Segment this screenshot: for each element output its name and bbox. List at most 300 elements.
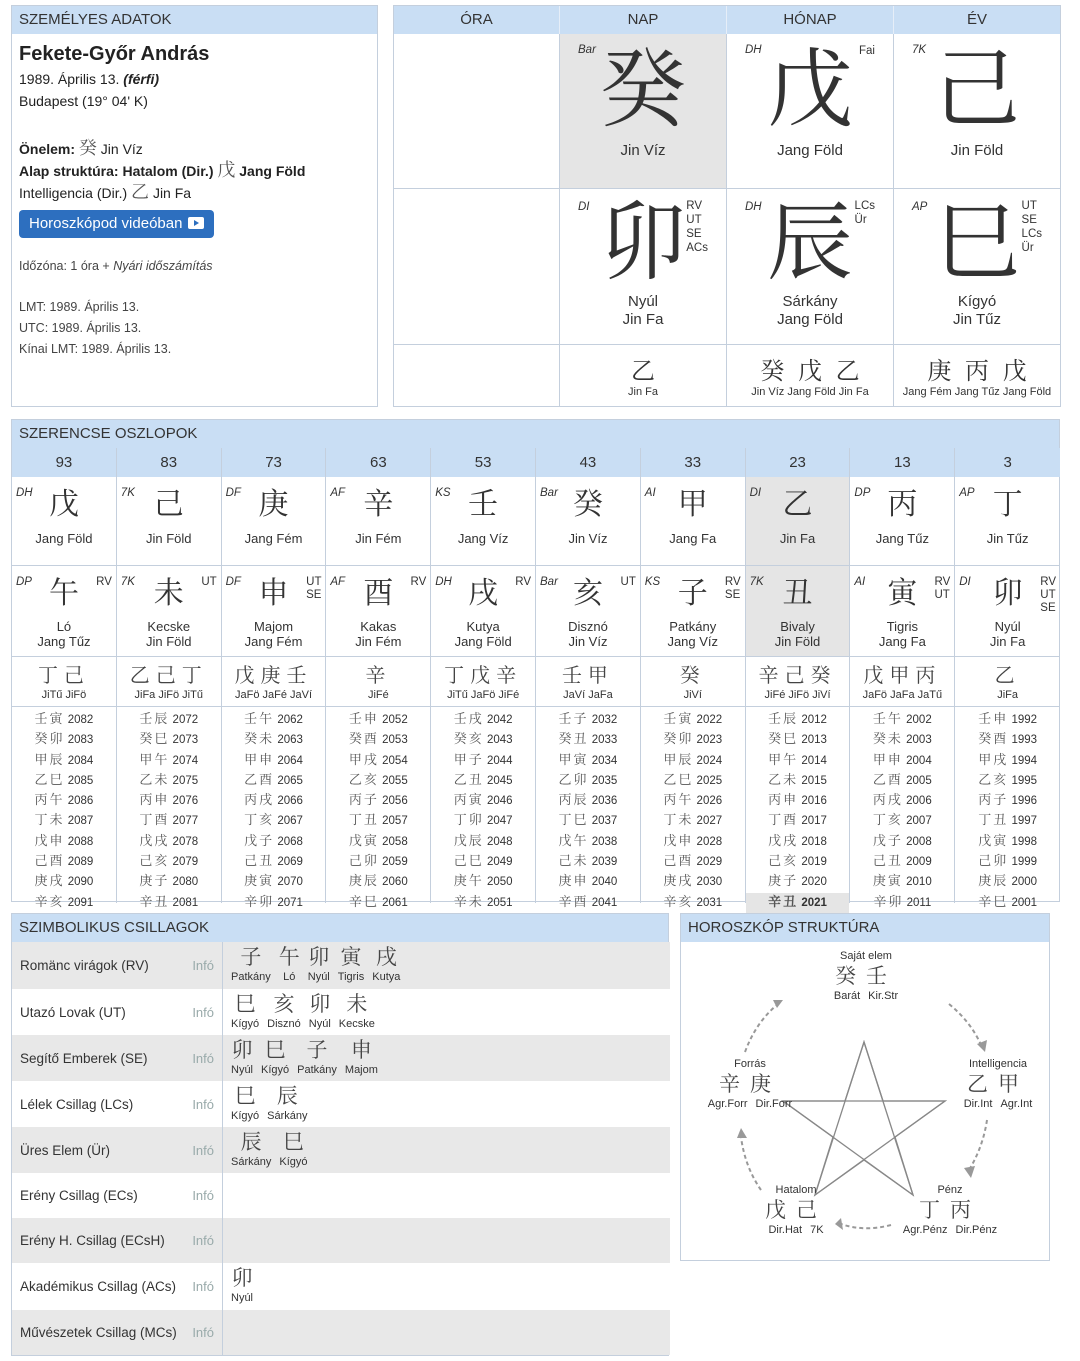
- year-chars: 辛丑: [139, 894, 170, 910]
- pillar-headers: [394, 6, 1060, 34]
- year-number: 2020: [801, 876, 827, 889]
- star-branch: [267, 991, 301, 1030]
- branch-tag: DH: [745, 201, 762, 213]
- luck-stem-char: 丁: [992, 487, 1023, 522]
- luck-years: [746, 707, 850, 913]
- luck-branch-element: Jin Víz: [568, 634, 608, 649]
- year-chars: 甲戌: [348, 752, 379, 768]
- year-chars: 戊戌: [768, 833, 799, 849]
- year-chars: 戊午: [558, 833, 589, 849]
- year-number: 2068: [277, 835, 303, 848]
- year-chars: 辛酉: [558, 894, 589, 910]
- year-row: [641, 893, 745, 913]
- year-row: [641, 852, 745, 872]
- star-branch-name: Sárkány: [267, 1110, 308, 1122]
- year-number: 2049: [486, 856, 513, 869]
- luck-branch-cell: [326, 566, 430, 657]
- luck-branch-char: 子: [677, 576, 708, 611]
- year-chars: 辛巳: [978, 894, 1009, 910]
- year-row: [12, 872, 116, 892]
- luck-hidden-chars: 乙: [994, 663, 1021, 687]
- year-row: [641, 791, 745, 811]
- luck-stem-name: Jin Föld: [145, 531, 192, 546]
- year-chars: 壬辰: [139, 712, 170, 727]
- year-number: 2059: [382, 856, 408, 869]
- year-chars: 辛卯: [873, 894, 904, 910]
- year-number: 2024: [696, 754, 723, 767]
- info-link[interactable]: Infó: [192, 1279, 214, 1294]
- star-branch-char: 卯: [231, 1038, 253, 1062]
- year-number: 2058: [382, 835, 408, 848]
- star-branch: [279, 944, 300, 983]
- year-number: 2081: [172, 896, 199, 909]
- year-number: 2089: [67, 856, 94, 869]
- year-chars: 癸未: [244, 732, 275, 748]
- year-chars: 辛亥: [663, 894, 694, 910]
- year-chars: 庚戌: [34, 874, 65, 890]
- year-chars: 辛亥: [34, 894, 65, 910]
- luck-column: [955, 448, 1060, 910]
- branch-element: Jin Fa: [622, 311, 664, 328]
- year-chars: 己酉: [34, 854, 65, 870]
- star-label-cell: [12, 1310, 223, 1355]
- year-chars: 乙卯: [558, 772, 589, 788]
- luck-column: [431, 448, 536, 910]
- year-row: [117, 751, 221, 771]
- star-branch-name: Sárkány: [231, 1156, 272, 1168]
- star-branch: [339, 991, 375, 1030]
- star-row: [12, 1081, 670, 1127]
- year-number: 2021: [801, 896, 827, 909]
- node-label: Dir.Pénz: [955, 1224, 998, 1236]
- luck-hidden-cell: [117, 657, 221, 707]
- intel-char: 乙: [131, 182, 150, 203]
- year-row: [12, 832, 116, 852]
- star-branch-name: Nyúl: [231, 1292, 254, 1304]
- branch-tag: DI: [578, 201, 590, 213]
- star-branch-name: Majom: [344, 1064, 378, 1076]
- pentagram: [783, 1042, 945, 1195]
- node-label: Kir.Str: [868, 990, 899, 1002]
- luck-hidden-labels: JiTű JiFö: [41, 689, 87, 701]
- year-chars: 庚寅: [872, 874, 903, 890]
- year-number: 2078: [172, 835, 199, 848]
- luck-stem-cell: [536, 477, 640, 566]
- luck-stem-cell: [850, 477, 954, 566]
- luck-branch-cell: [641, 566, 745, 657]
- year-row: [641, 771, 745, 791]
- luck-branch-animal: Bivaly: [780, 619, 815, 634]
- year-chars: 丙寅: [453, 793, 484, 809]
- base-char: 戊: [217, 160, 236, 181]
- year-row: [326, 791, 430, 811]
- luck-stem-name: Jang Föld: [35, 531, 93, 546]
- year-number: 2022: [696, 714, 723, 726]
- luck-stem-char: 癸: [572, 487, 603, 522]
- star-branch-name: Kígyó: [279, 1156, 308, 1168]
- dst: Nyári időszámítás: [113, 259, 213, 273]
- year-chars: 辛丑: [768, 894, 799, 910]
- luck-branch-tag: DI: [959, 576, 971, 588]
- year-number: 2080: [172, 876, 199, 889]
- star-branch: [308, 944, 330, 983]
- node-label: 7K: [810, 1224, 824, 1236]
- year-row: [641, 751, 745, 771]
- luck-stem-name: Jang Tűz: [875, 531, 929, 546]
- year-number: 2028: [696, 835, 723, 848]
- video-horoscope-button[interactable]: [19, 210, 214, 238]
- luck-branch-animal: Majom: [254, 619, 294, 634]
- personal-data-panel: [11, 5, 378, 407]
- luck-column: [746, 448, 851, 910]
- year-chars: 丙午: [663, 793, 694, 809]
- luck-stem-tag: 7K: [120, 487, 135, 499]
- structure-node-money: [895, 1184, 1005, 1236]
- chinese-lmt: Kínai LMT: 1989. Április 13.: [19, 342, 172, 356]
- node-title: Intelligencia: [968, 1058, 1028, 1070]
- info-link[interactable]: Infó: [192, 958, 214, 973]
- year-row: [326, 832, 430, 852]
- luck-hidden-cell: [12, 657, 116, 707]
- year-chars: 丙午: [34, 793, 65, 809]
- luck-age: 83: [117, 448, 221, 477]
- luck-age: 63: [326, 448, 430, 477]
- year-row: [536, 832, 640, 852]
- luck-column: [117, 448, 222, 910]
- year-row: [746, 872, 850, 892]
- luck-branch-cell: [117, 566, 221, 657]
- year-chars: 丙戌: [872, 793, 903, 809]
- luck-branch-cell: [12, 566, 116, 657]
- luck-branch-cell: [431, 566, 535, 657]
- year-number: 2044: [486, 754, 513, 767]
- stem-name: Jang Föld: [777, 142, 843, 159]
- year-number: 2065: [277, 774, 303, 787]
- luck-branch-rtag: RV UT SE: [1040, 576, 1057, 614]
- star-row: [12, 1263, 670, 1310]
- header-honap: HÓNAP: [727, 6, 894, 34]
- luck-stem-char: 壬: [468, 487, 499, 522]
- luck-branch-rtag: RV: [410, 576, 427, 588]
- year-chars: 甲申: [244, 752, 275, 768]
- year-number: 2027: [696, 815, 723, 828]
- year-row: [746, 730, 850, 750]
- year-chars: 戊辰: [453, 833, 484, 849]
- info-link[interactable]: Infó: [192, 1050, 214, 1066]
- luck-stem-tag: AF: [330, 487, 346, 499]
- year-row: [222, 811, 326, 831]
- year-chars: 己亥: [139, 854, 170, 870]
- star-branch-char: 午: [278, 945, 300, 969]
- year-row: [641, 872, 745, 892]
- luck-stem-cell: [641, 477, 745, 566]
- year-row: [12, 852, 116, 872]
- luck-stem-name: Jin Tűz: [986, 531, 1029, 546]
- year-chars: 甲戌: [978, 752, 1009, 768]
- star-branch: [231, 1037, 253, 1076]
- year-row: [955, 893, 1060, 913]
- year-row: [12, 771, 116, 791]
- luck-branch-char: 午: [48, 576, 79, 611]
- year-number: 2071: [277, 896, 303, 909]
- luck-branch-cell: [746, 566, 850, 657]
- luck-branch-tag: KS: [644, 576, 661, 588]
- year-row: [431, 832, 535, 852]
- year-chars: 庚子: [139, 874, 170, 890]
- node-label: Agr.Forr: [707, 1098, 748, 1110]
- stem-name: Jin Víz: [620, 142, 666, 159]
- star-values: [223, 1127, 308, 1173]
- stem-name: Jin Föld: [950, 142, 1004, 159]
- luck-branch-rtag: UT SE: [306, 576, 322, 601]
- star-branch: [231, 1083, 259, 1122]
- year-row: [850, 730, 954, 750]
- year-chars: 甲辰: [663, 752, 694, 768]
- year-row: [536, 872, 640, 892]
- year-chars: 乙未: [768, 772, 799, 788]
- star-label-cell: [12, 1263, 223, 1310]
- base-label: Alap struktúra: Hatalom (Dir.): [19, 163, 214, 179]
- year-number: 2067: [277, 815, 303, 828]
- year-number: 2087: [67, 815, 94, 828]
- year-number: 2008: [906, 835, 932, 848]
- stem-tag: Bar: [578, 44, 596, 56]
- star-branch-name: Ló: [283, 971, 296, 983]
- year-number: 2045: [486, 774, 513, 787]
- year-row: [222, 832, 326, 852]
- star-values: [223, 942, 400, 989]
- year-row: [536, 730, 640, 750]
- year-chars: 戊寅: [348, 833, 379, 849]
- luck-branch-rtag: RV SE: [724, 576, 741, 601]
- star-branch-name: Nyúl: [308, 1018, 331, 1030]
- structure-node-power: [741, 1184, 851, 1236]
- year-chars: 庚寅: [244, 874, 275, 890]
- info-link[interactable]: Infó: [192, 1325, 214, 1340]
- year-number: 1998: [1011, 835, 1038, 848]
- year-row: [431, 811, 535, 831]
- luck-hidden-cell: [222, 657, 326, 707]
- year-row: [431, 893, 535, 913]
- year-number: 2051: [486, 896, 513, 909]
- luck-stem-tag: AI: [644, 487, 656, 499]
- luck-hidden-chars: 戊庚壬: [234, 663, 313, 687]
- year-chars: 庚戌: [663, 874, 694, 890]
- luck-hidden-labels: JiFa: [997, 689, 1019, 701]
- year-row: [641, 730, 745, 750]
- star-name: Művészetek Csillag (MCs): [20, 1325, 177, 1340]
- luck-age: 53: [431, 448, 535, 477]
- year-chars: 壬子: [558, 712, 589, 727]
- node-label: Dir.Forr: [755, 1098, 793, 1110]
- star-values: [223, 1310, 231, 1355]
- pillar-cell: [727, 34, 894, 189]
- year-number: 2029: [696, 856, 723, 869]
- year-row: [746, 811, 850, 831]
- luck-branch-tag: 7K: [120, 576, 135, 588]
- info-link[interactable]: Infó: [192, 1004, 214, 1020]
- year-number: 2056: [382, 795, 408, 808]
- year-row: [326, 811, 430, 831]
- year-chars: 庚午: [453, 874, 484, 890]
- year-row: [850, 852, 954, 872]
- luck-stem-cell: [326, 477, 430, 566]
- youtube-play-icon: [188, 217, 204, 229]
- luck-branch-char: 申: [258, 576, 289, 611]
- info-link[interactable]: Infó: [192, 1188, 214, 1203]
- info-link[interactable]: Infó: [192, 1142, 214, 1158]
- pillar-cell: [560, 189, 727, 345]
- year-chars: 己亥: [768, 854, 799, 870]
- year-number: 2000: [1011, 876, 1038, 889]
- personal-header: SZEMÉLYES ADATOK: [12, 6, 377, 34]
- year-chars: 己丑: [872, 854, 903, 870]
- branch-tag: AP: [912, 201, 928, 213]
- year-chars: 乙亥: [978, 772, 1009, 788]
- hidden-stems: 乙: [631, 357, 655, 385]
- star-name: Romänc virágok (RV): [20, 958, 149, 973]
- year-chars: 乙未: [139, 772, 170, 788]
- sex: (férfi): [123, 71, 160, 87]
- year-chars: 癸卯: [663, 732, 694, 748]
- luck-stem-name: Jin Fém: [355, 531, 402, 546]
- year-row: [850, 893, 954, 913]
- year-number: 2017: [801, 815, 827, 828]
- year-row: [12, 751, 116, 771]
- star-values: [223, 1081, 308, 1127]
- pillar-cell: [560, 34, 727, 189]
- year-chars: 己未: [558, 854, 589, 870]
- branch-element: Jin Tűz: [952, 311, 1002, 328]
- year-row: [222, 852, 326, 872]
- year-chars: 戊子: [872, 833, 903, 849]
- star-branch-name: Disznó: [267, 1018, 301, 1030]
- timezone: Időzóna: 1 óra +: [19, 259, 110, 273]
- year-number: 2002: [906, 714, 932, 726]
- year-row: [641, 832, 745, 852]
- year-chars: 乙酉: [244, 772, 275, 788]
- luck-stem-cell: [222, 477, 326, 566]
- year-row: [222, 771, 326, 791]
- year-number: 2070: [277, 876, 303, 889]
- four-pillars-panel: [393, 5, 1061, 407]
- star-branch: [309, 991, 331, 1030]
- luck-stem-tag: DF: [225, 487, 241, 499]
- self-label: Önelem:: [19, 141, 76, 157]
- year-number: 2036: [591, 795, 618, 808]
- year-chars: 甲寅: [558, 752, 589, 768]
- year-row: [431, 872, 535, 892]
- luck-hidden-cell: [326, 657, 430, 707]
- year-row: [326, 710, 430, 730]
- year-row: [641, 811, 745, 831]
- luck-hidden-labels: JaVí JaFa: [563, 689, 613, 701]
- luck-branch-cell: [222, 566, 326, 657]
- star-branch-name: Nyúl: [307, 971, 330, 983]
- star-values: [223, 1173, 231, 1218]
- luck-branch-animal: Ló: [56, 619, 72, 634]
- luck-branch-tag: Bar: [540, 576, 558, 588]
- luck-column: [12, 448, 117, 910]
- year-row: [117, 832, 221, 852]
- luck-branch-animal: Patkány: [669, 619, 717, 634]
- hidden-labels: Jin Fa: [628, 386, 658, 398]
- info-link[interactable]: Infó: [192, 1096, 214, 1112]
- year-chars: 壬午: [872, 712, 903, 727]
- luck-stem-name: Jang Fém: [244, 531, 303, 546]
- luck-years: [222, 707, 326, 913]
- year-number: 1993: [1011, 734, 1038, 747]
- year-number: 2001: [1011, 896, 1038, 909]
- year-number: 2041: [591, 896, 618, 909]
- year-number: 2063: [277, 734, 303, 747]
- year-chars: 壬寅: [663, 712, 694, 727]
- luck-branch-char: 酉: [363, 576, 394, 611]
- year-chars: 甲子: [453, 752, 484, 768]
- star-branch: [231, 1129, 271, 1168]
- year-chars: 甲午: [768, 752, 799, 768]
- year-row: [850, 811, 954, 831]
- star-row: [12, 1173, 670, 1218]
- node-title: Saját elem: [840, 950, 892, 962]
- year-row: [222, 893, 326, 913]
- year-number: 2053: [382, 734, 408, 747]
- luck-branch-animal: Kecske: [147, 619, 191, 634]
- branch-char: 巳: [934, 193, 1020, 293]
- year-chars: 丁未: [663, 813, 694, 829]
- luck-stem-tag: AP: [959, 487, 975, 499]
- luck-stem-char: 乙: [782, 487, 813, 522]
- utc: UTC: 1989. Április 13.: [19, 321, 142, 335]
- year-chars: 庚子: [768, 874, 799, 890]
- horoscope-structure-panel: [680, 913, 1050, 1261]
- star-branch: [231, 1265, 253, 1304]
- year-number: 2032: [591, 714, 618, 726]
- year-number: 2073: [172, 734, 199, 747]
- luck-branch-rtag: RV: [96, 576, 112, 588]
- star-name: Akadémikus Csillag (ACs): [20, 1279, 177, 1294]
- year-row: [536, 751, 640, 771]
- year-number: 2016: [801, 795, 827, 808]
- year-chars: 壬辰: [768, 712, 799, 727]
- luck-hidden-chars: 丁己: [37, 663, 90, 687]
- header-nap: NAP: [560, 6, 727, 34]
- luck-stem-tag: DI: [749, 487, 762, 499]
- year-chars: 癸丑: [558, 732, 589, 748]
- year-chars: 壬戌: [453, 712, 484, 727]
- structure-node-self: [811, 950, 921, 1002]
- star-branch: [279, 1129, 307, 1168]
- luck-stem-name: Jin Fa: [779, 531, 816, 546]
- luck-years: [12, 707, 116, 913]
- info-link[interactable]: Infó: [192, 1233, 214, 1248]
- year-row: [12, 791, 116, 811]
- luck-branch-rtag: UT: [201, 576, 217, 588]
- star-branch-char: 巳: [264, 1038, 286, 1062]
- luck-stem-tag: DP: [854, 487, 871, 499]
- year-number: 2031: [696, 896, 723, 909]
- luck-branch-animal: Disznó: [568, 619, 608, 634]
- star-branch-char: 巳: [282, 1130, 304, 1154]
- birth-place: Budapest (19° 04' K): [19, 93, 148, 109]
- year-chars: 丙辰: [558, 793, 589, 809]
- year-row: [117, 872, 221, 892]
- year-row: [431, 791, 535, 811]
- luck-stem-char: 戊: [48, 487, 79, 522]
- year-row: [431, 852, 535, 872]
- year-chars: 乙巳: [663, 772, 694, 788]
- year-chars: 丙子: [978, 793, 1009, 809]
